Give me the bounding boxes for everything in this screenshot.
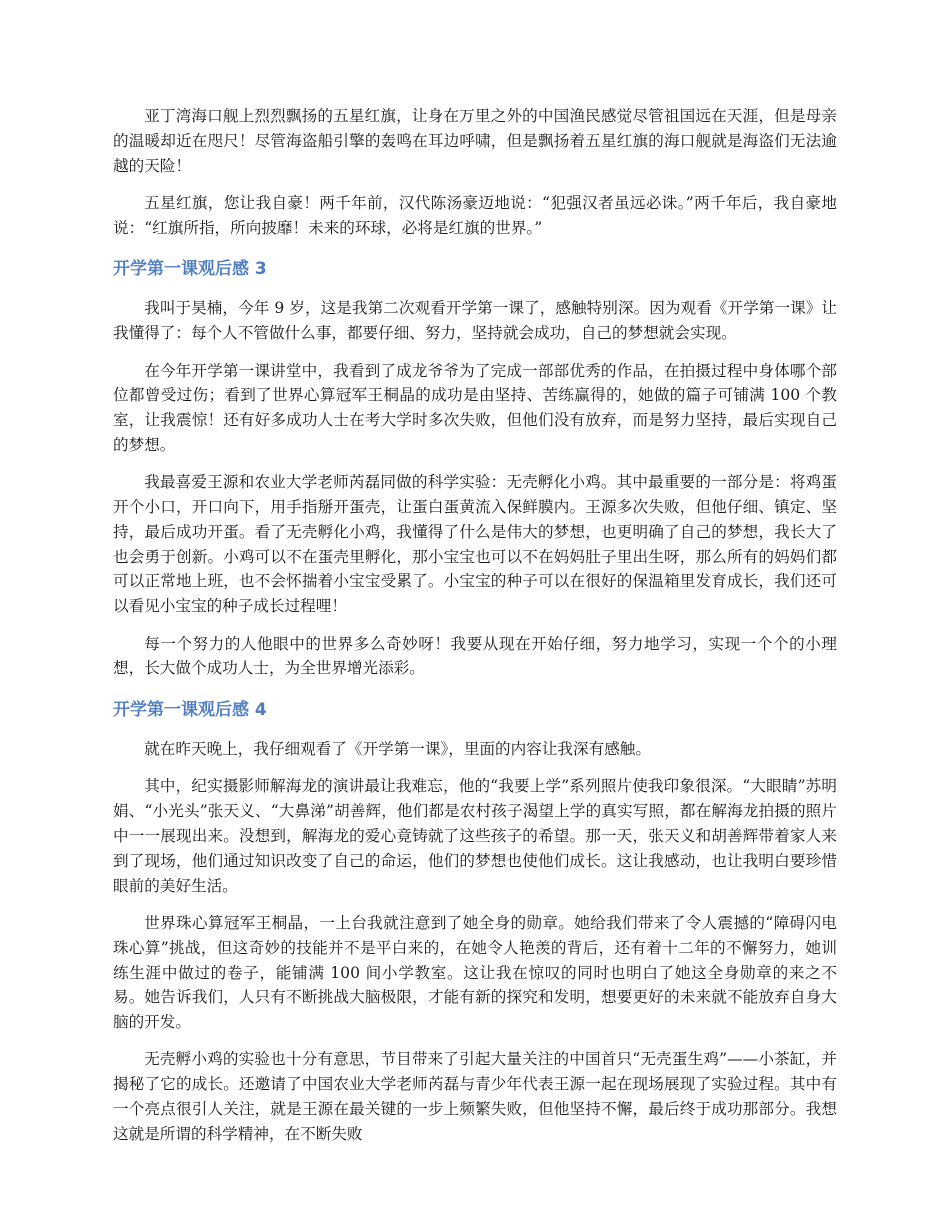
section-heading: 开学第一课观后感 3 [113, 259, 267, 280]
paragraph: 其中，纪实摄影师解海龙的演讲最让我难忘，他的“我要上学”系列照片使我印象很深。“大眼睛”苏明娟、“小光头”张天义、“大鼻涕”胡善辉，他们都是农村孩子渴望上学的真实写照，都在解海龙拍摄的照片中一一展现出来。没想到，解海龙的爱心竟铸就了这些孩子的希望。那一天，张天义和胡善辉带着家人来到了现场，他们通过知识改变了自己的命运，他们的梦想也使他们成长。这让我感动，也让我明白要珍惜眼前的美好生活。 [113, 777, 837, 895]
paragraph: 我叫于昊楠，今年 9 岁，这是我第二次观看开学第一课了，感触特别深。因为观看《开学第一课》让我懂得了：每个人不管做什么事，都要仔细、努力，坚持就会成功，自己的梦想就会实现。 [113, 299, 837, 343]
paragraph: 世界珠心算冠军王桐晶，一上台我就注意到了她全身的勋章。她给我们带来了令人震撼的“障碍闪电珠心算”挑战，但这奇妙的技能并不是平白来的，在她令人艳羡的背后，还有着十二年的不懈努力，她训练生涯中做过的卷子，能铺满 100 间小学教室。这让我在惊叹的同时也明白了她这全身勋章的来之不易。她告诉我们，人只有不断挑战大脑极限，才能有新的探究和发明，想要更好的未来就不能放弃自身大脑的开发。 [113, 913, 837, 1032]
paragraph: 每一个努力的人他眼中的世界多么奇妙呀！我要从现在开始仔细，努力地学习，实现一个个的小理想，长大做个成功人士，为全世界增光添彩。 [113, 634, 837, 678]
paragraph: 就在昨天晚上，我仔细观看了《开学第一课》，里面的内容让我深有感触。 [144, 740, 651, 759]
paragraph: 五星红旗，您让我自豪！两千年前，汉代陈汤豪迈地说：“犯强汉者虽远必诛。”两千年后，我自豪地说：“红旗所指，所向披靡！未来的环球，必将是红旗的世界。” [113, 193, 837, 237]
paragraph: 亚丁湾海口舰上烈烈飘扬的五星红旗，让身在万里之外的中国渔民感觉尽管祖国远在天涯，但是母亲的温暖却近在咫尺！尽管海盗船引擎的轰鸣在耳边呼啸，但是飘扬着五星红旗的海口舰就是海盗们无法逾越的天险！ [113, 107, 837, 175]
paragraph: 无壳孵小鸡的实验也十分有意思，节目带来了引起大量关注的中国首只“无壳蛋生鸡”——小茶缸，并揭秘了它的成长。还邀请了中国农业大学老师芮磊与青少年代表王源一起在现场展现了实验过程。其中有一个亮点很引人关注，就是王源在最关键的一步上频繁失败，但他坚持不懈，最后终于成功那部分。我想这就是所谓的科学精神，在不断失败 [113, 1050, 837, 1143]
section-heading: 开学第一课观后感 4 [113, 700, 267, 721]
paragraph: 我最喜爱王源和农业大学老师芮磊同做的科学实验：无壳孵化小鸡。其中最重要的一部分是：将鸡蛋开个小口，开口向下，用手指掰开蛋壳，让蛋白蛋黄流入保鲜膜内。王源多次失败，但他仔细、镇定、坚持，最后成功开蛋。看了无壳孵化小鸡，我懂得了什么是伟大的梦想，也更明确了自己的梦想，我长大了也会勇于创新。小鸡可以不在蛋壳里孵化，那小宝宝也可以不在妈妈肚子里出生呀，那么所有的妈妈们都可以正常地上班，也不会怀揣着小宝宝受累了。小宝宝的种子可以在很好的保温箱里发育成长，我们还可以看见小宝宝的种子成长过程哩！ [113, 473, 837, 616]
document-page [113, 104, 837, 1159]
paragraph: 在今年开学第一课讲堂中，我看到了成龙爷爷为了完成一部部优秀的作品，在拍摄过程中身体哪个部位都曾受过伤；看到了世界心算冠军王桐晶的成功是由坚持、苦练赢得的，她做的篇子可铺满 100 个教室，让我震惊！还有好多成功人士在考大学时多次失败，但他们没有放弃，而是努力坚持，最后实现自己的梦想。 [113, 361, 837, 454]
